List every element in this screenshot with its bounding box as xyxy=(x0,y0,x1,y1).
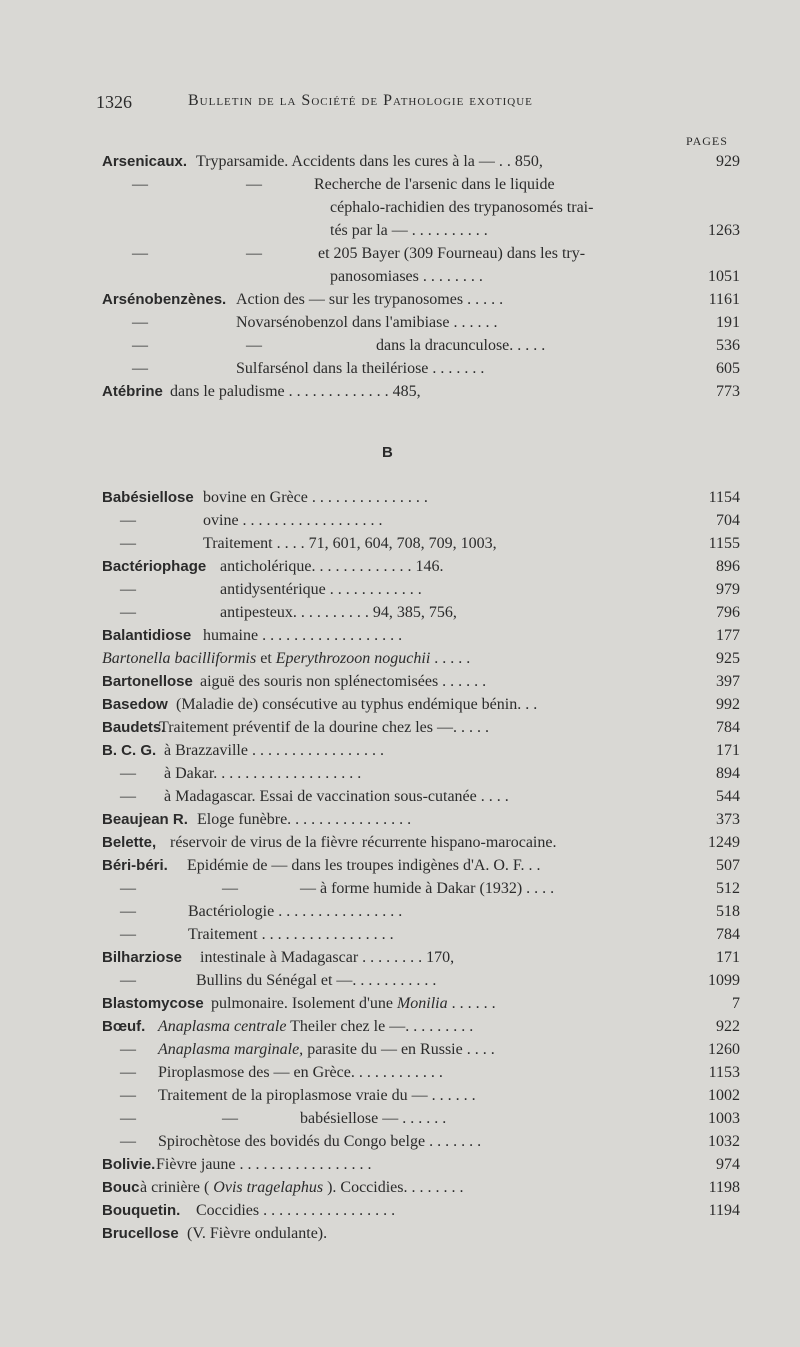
entry-plain-text: et xyxy=(260,650,272,667)
index-entry xyxy=(0,532,800,555)
entry-page-number: 7 xyxy=(732,995,740,1012)
entry-page-number: 1161 xyxy=(708,291,740,308)
entry-dash: — xyxy=(132,245,148,262)
entry-text xyxy=(102,647,470,670)
entry-plain-text: Piroplasmose des — en Grèce. . . . . . . . . . . . xyxy=(158,1064,443,1081)
entry-dash: — xyxy=(120,1133,136,1150)
entry-text xyxy=(300,877,554,900)
index-entry xyxy=(0,555,800,578)
entry-dash: — xyxy=(222,880,238,897)
entry-plain-text: aiguë des souris non splénectomisées . . . . . . xyxy=(200,673,487,690)
entry-text xyxy=(220,578,422,601)
entry-text xyxy=(314,173,555,196)
entry-page-number: 1032 xyxy=(708,1133,740,1150)
index-entry xyxy=(0,1153,800,1176)
entry-term: Blastomycose xyxy=(102,995,204,1012)
entry-term: Bolivie. xyxy=(102,1156,156,1173)
entry-text xyxy=(376,334,545,357)
entry-term: Beaujean R. xyxy=(102,811,188,828)
entry-plain-text: bovine en Grèce . . . . . . . . . . . . . . . xyxy=(203,489,428,506)
entry-term: Béri-béri. xyxy=(102,857,168,874)
entry-page-number: 507 xyxy=(716,857,740,874)
entry-plain-text: panosomiases . . . . . . . . xyxy=(330,268,483,285)
entry-text xyxy=(203,486,428,509)
index-entry xyxy=(0,693,800,716)
entry-page-number: 992 xyxy=(716,696,740,713)
entry-page-number: 1198 xyxy=(708,1179,740,1196)
entry-plain-text: Fièvre jaune . . . . . . . . . . . . . . . . . xyxy=(156,1156,372,1173)
entry-plain-text: réservoir de virus de la fièvre récurrente hispano-marocaine. xyxy=(170,834,557,851)
entry-text xyxy=(170,380,421,403)
index-entry xyxy=(0,196,800,219)
entry-page-number: 1249 xyxy=(708,834,740,851)
entry-term: Belette, xyxy=(102,834,157,851)
entry-italic-text: Ovis tragelaphus xyxy=(213,1179,324,1196)
entry-dash: — xyxy=(120,1064,136,1081)
entry-term: Bactériophage xyxy=(102,558,207,575)
entry-text xyxy=(236,311,497,334)
entry-dash: — xyxy=(246,176,262,193)
index-entry xyxy=(0,1176,800,1199)
entry-italic-text: Anaplasma marginale, xyxy=(158,1041,304,1058)
entry-plain-text: Theiler chez le —. . . . . . . . . xyxy=(290,1018,474,1035)
entry-dash: — xyxy=(120,604,136,621)
entry-plain-text: intestinale à Madagascar . . . . . . . . 170, xyxy=(200,949,455,966)
pages-column-header: PAGES xyxy=(686,134,728,148)
entry-page-number: 518 xyxy=(716,903,740,920)
entry-text xyxy=(158,1061,443,1084)
entry-plain-text: Sulfarsénol dans la theilériose . . . . . . . xyxy=(236,360,485,377)
entry-plain-text: babésiellose — . . . . . . xyxy=(300,1110,447,1127)
entry-term: Arsenicaux. xyxy=(102,153,188,170)
entry-plain-text: parasite du — en Russie . . . . xyxy=(307,1041,495,1058)
entry-page-number: 773 xyxy=(716,383,740,400)
entry-text xyxy=(164,762,361,785)
entry-text xyxy=(330,265,483,288)
entry-term: Bouc xyxy=(102,1179,140,1196)
section-letter-b: B xyxy=(382,444,393,461)
entry-plain-text: anticholérique. . . . . . . . . . . . . 146. xyxy=(220,558,444,575)
entry-trailing-text: . . . . . xyxy=(434,650,471,667)
entry-dash: — xyxy=(222,1110,238,1127)
entry-dash: — xyxy=(120,765,136,782)
entry-page-number: 191 xyxy=(716,314,740,331)
entry-page-number: 1194 xyxy=(708,1202,740,1219)
entry-plain-text: Spirochètose des bovidés du Congo belge . . . . . . . xyxy=(158,1133,482,1150)
entry-text xyxy=(187,854,541,877)
entry-dash: — xyxy=(132,337,148,354)
entry-dash: — xyxy=(120,535,136,552)
entry-page-number: 397 xyxy=(716,673,740,690)
index-entry xyxy=(0,877,800,900)
index-entry xyxy=(0,219,800,242)
entry-page-number: 1154 xyxy=(708,489,740,506)
entry-term: Bouquetin. xyxy=(102,1202,181,1219)
entry-text xyxy=(203,624,402,647)
entry-text xyxy=(220,601,457,624)
index-entry xyxy=(0,334,800,357)
entry-dash: — xyxy=(120,1041,136,1058)
index-entry xyxy=(0,647,800,670)
entry-term: Babésiellose xyxy=(102,489,194,506)
entry-page-number: 784 xyxy=(716,926,740,943)
entry-text xyxy=(300,1107,446,1130)
entry-text xyxy=(159,716,489,739)
index-entry xyxy=(0,900,800,923)
entry-plain-text: à Madagascar. Essai de vaccination sous-cutanée . . . . xyxy=(164,788,509,805)
index-entry xyxy=(0,265,800,288)
entry-page-number: 512 xyxy=(716,880,740,897)
entry-dash: — xyxy=(120,972,136,989)
index-entry xyxy=(0,854,800,877)
index-entry xyxy=(0,380,800,403)
entry-page-number: 974 xyxy=(716,1156,740,1173)
index-entry xyxy=(0,150,800,173)
index-entry xyxy=(0,1222,800,1245)
entry-page-number: 171 xyxy=(716,949,740,966)
entry-plain-text: antidysentérique . . . . . . . . . . . . xyxy=(220,581,422,598)
entry-plain-text: tés par la — . . . . . . . . . . xyxy=(330,222,488,239)
entry-plain-text: Bullins du Sénégal et —. . . . . . . . . . . xyxy=(196,972,437,989)
entry-term: Atébrine xyxy=(102,383,163,400)
entry-page-number: 1002 xyxy=(708,1087,740,1104)
entry-text xyxy=(236,288,503,311)
index-entry xyxy=(0,992,800,1015)
entry-page-number: 1051 xyxy=(708,268,740,285)
entry-page-number: 171 xyxy=(716,742,740,759)
entry-text xyxy=(140,1176,463,1199)
entry-text xyxy=(188,923,394,946)
entry-trailing-text: . . . . . . xyxy=(451,995,496,1012)
entry-page-number: 1155 xyxy=(708,535,740,552)
entry-text xyxy=(200,946,454,969)
entry-text xyxy=(170,831,556,854)
entry-term: Arsénobenzènes. xyxy=(102,291,227,308)
entry-page-number: 894 xyxy=(716,765,740,782)
page-number: 1326 xyxy=(96,92,132,112)
entry-plain-text: (V. Fièvre ondulante). xyxy=(187,1225,328,1242)
entry-dash: — xyxy=(246,337,262,354)
entry-plain-text: (Maladie de) consécutive au typhus endémique bénin. . . xyxy=(176,696,538,713)
index-entry xyxy=(0,808,800,831)
index-entry xyxy=(0,578,800,601)
index-entry xyxy=(0,486,800,509)
entry-page-number: 796 xyxy=(716,604,740,621)
entry-text xyxy=(158,1038,495,1061)
entry-plain-text: Traitement préventif de la dourine chez les —. . . . . xyxy=(159,719,489,736)
entry-plain-text: pulmonaire. Isolement d'une xyxy=(211,995,393,1012)
entry-text xyxy=(187,1222,327,1245)
entry-text xyxy=(158,1130,481,1153)
entry-term: Bœuf. xyxy=(102,1018,146,1035)
entry-text xyxy=(196,1199,395,1222)
entry-text xyxy=(220,555,444,578)
entry-page-number: 1153 xyxy=(708,1064,740,1081)
entry-dash: — xyxy=(120,926,136,943)
entry-trailing-text: ). Coccidies. . . . . . . . xyxy=(327,1179,464,1196)
entry-plain-text: — à forme humide à Dakar (1932) . . . . xyxy=(300,880,555,897)
entry-plain-text: Novarsénobenzol dans l'amibiase . . . . . . xyxy=(236,314,498,331)
entry-text xyxy=(188,900,402,923)
entry-page-number: 544 xyxy=(716,788,740,805)
entry-page-number: 784 xyxy=(716,719,740,736)
entry-text xyxy=(197,808,411,831)
index-entry xyxy=(0,785,800,808)
entry-text xyxy=(164,785,509,808)
entry-plain-text: à crinière ( xyxy=(140,1179,210,1196)
index-entry xyxy=(0,969,800,992)
entry-text xyxy=(211,992,496,1015)
index-entry xyxy=(0,1015,800,1038)
entry-page-number: 979 xyxy=(716,581,740,598)
entry-term: Bilharziose xyxy=(102,949,183,966)
index-entry xyxy=(0,311,800,334)
entry-plain-text: Epidémie de — dans les troupes indigènes d'A. O. F. . . xyxy=(187,857,541,874)
index-entry xyxy=(0,1107,800,1130)
entry-text xyxy=(176,693,537,716)
entry-plain-text: Traitement . . . . 71, 601, 604, 708, 709, 1003, xyxy=(203,535,497,552)
entry-plain-text: ovine . . . . . . . . . . . . . . . . . . xyxy=(203,512,383,529)
entry-plain-text: Bactériologie . . . . . . . . . . . . . . . . xyxy=(188,903,403,920)
index-entry xyxy=(0,716,800,739)
entry-plain-text: à Brazzaville . . . . . . . . . . . . . . . . . xyxy=(164,742,384,759)
entry-term: Brucellose xyxy=(102,1225,179,1242)
entry-plain-text: et 205 Bayer (309 Fourneau) dans les try- xyxy=(318,245,586,262)
entry-term: Baudets. xyxy=(102,719,166,736)
entry-page-number: 929 xyxy=(716,153,740,170)
entry-dash: — xyxy=(120,880,136,897)
index-entry xyxy=(0,242,800,265)
entry-dash: — xyxy=(120,512,136,529)
entry-dash: — xyxy=(246,245,262,262)
entry-dash: — xyxy=(120,1087,136,1104)
entry-plain-text: Eloge funèbre. . . . . . . . . . . . . . . . xyxy=(197,811,412,828)
index-entry xyxy=(0,1199,800,1222)
index-entry xyxy=(0,1130,800,1153)
entry-plain-text: céphalo-rachidien des trypanosomés trai- xyxy=(330,199,594,216)
entry-italic-text: Anaplasma centrale xyxy=(158,1018,287,1035)
entry-italic-text: Eperythrozoon noguchii xyxy=(275,650,431,667)
entry-plain-text: Recherche de l'arsenic dans le liquide xyxy=(314,176,555,193)
entry-text xyxy=(330,196,593,219)
index-entry xyxy=(0,357,800,380)
entry-plain-text: à Dakar. . . . . . . . . . . . . . . . . . . xyxy=(164,765,362,782)
entry-text xyxy=(196,150,543,173)
entry-plain-text: Action des — sur les trypanosomes . . . . . xyxy=(236,291,504,308)
index-entry xyxy=(0,1084,800,1107)
entry-dash: — xyxy=(120,1110,136,1127)
entry-text xyxy=(318,242,585,265)
entry-page-number: 925 xyxy=(716,650,740,667)
entry-page-number: 704 xyxy=(716,512,740,529)
entry-plain-text: Traitement de la piroplasmose vraie du — . . . . . . xyxy=(158,1087,476,1104)
entry-page-number: 536 xyxy=(716,337,740,354)
index-entry xyxy=(0,923,800,946)
index-entry xyxy=(0,946,800,969)
entry-dash: — xyxy=(120,788,136,805)
entry-plain-text: dans la dracunculose. . . . . xyxy=(376,337,546,354)
index-entry xyxy=(0,288,800,311)
entry-text xyxy=(196,969,436,992)
index-entry xyxy=(0,670,800,693)
entry-term: Balantidiose xyxy=(102,627,192,644)
entry-plain-text: dans le paludisme . . . . . . . . . . . . . 485, xyxy=(170,383,421,400)
entry-page-number: 373 xyxy=(716,811,740,828)
entry-page-number: 896 xyxy=(716,558,740,575)
running-title: Bulletin de la Société de Pathologie exotique xyxy=(188,92,533,109)
index-entry xyxy=(0,831,800,854)
entry-plain-text: Tryparsamide. Accidents dans les cures à la — . . 850, xyxy=(196,153,543,170)
index-entry xyxy=(0,173,800,196)
entry-page-number: 922 xyxy=(716,1018,740,1035)
entry-page-number: 1260 xyxy=(708,1041,740,1058)
index-entry xyxy=(0,601,800,624)
entry-plain-text: Traitement . . . . . . . . . . . . . . . . . xyxy=(188,926,394,943)
entry-text xyxy=(158,1084,476,1107)
entry-italic-text: Bartonella bacilliformis xyxy=(102,650,257,667)
entry-page-number: 605 xyxy=(716,360,740,377)
entry-dash: — xyxy=(132,176,148,193)
entry-text xyxy=(236,357,484,380)
index-entry xyxy=(0,1038,800,1061)
index-entry xyxy=(0,509,800,532)
entry-plain-text: antipesteux. . . . . . . . . . 94, 385, 756, xyxy=(220,604,457,621)
entry-dash: — xyxy=(120,903,136,920)
entry-page-number: 1003 xyxy=(708,1110,740,1127)
entry-text xyxy=(164,739,384,762)
entry-dash: — xyxy=(132,314,148,331)
entry-page-number: 177 xyxy=(716,627,740,644)
entry-dash: — xyxy=(120,581,136,598)
entry-text xyxy=(156,1153,372,1176)
index-entry xyxy=(0,762,800,785)
entry-text xyxy=(203,509,383,532)
entry-plain-text: humaine . . . . . . . . . . . . . . . . . . xyxy=(203,627,403,644)
entry-term: B. C. G. xyxy=(102,742,157,759)
entry-text xyxy=(330,219,488,242)
entry-text xyxy=(158,1015,473,1038)
entry-page-number: 1099 xyxy=(708,972,740,989)
entry-term: Basedow xyxy=(102,696,168,713)
index-entry xyxy=(0,624,800,647)
index-entry xyxy=(0,1061,800,1084)
entry-term: Bartonellose xyxy=(102,673,193,690)
entry-page-number: 1263 xyxy=(708,222,740,239)
entry-text xyxy=(200,670,486,693)
entry-italic-text: Monilia xyxy=(396,995,448,1012)
entry-dash: — xyxy=(132,360,148,377)
entry-plain-text: Coccidies . . . . . . . . . . . . . . . . . xyxy=(196,1202,396,1219)
index-entry xyxy=(0,739,800,762)
entry-text xyxy=(203,532,497,555)
